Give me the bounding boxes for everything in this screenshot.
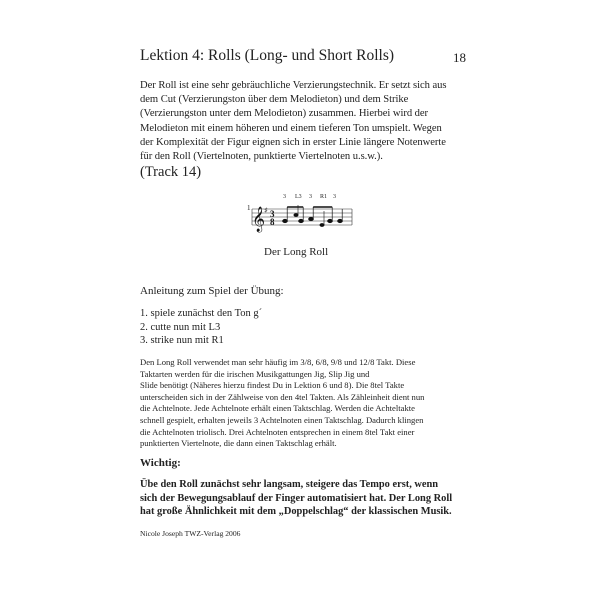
important-line: Übe den Roll zunächst sehr langsam, steigere das Tempo erst, wenn <box>140 479 439 490</box>
body-line: punktierten Viertelnote, die dann einen Taktschlag erhält. <box>140 438 337 449</box>
intro-line: (Verzierungston unter dem Melodieton) zusammen. Hierbei wird der <box>140 108 429 120</box>
important-line: hat große Ähnlichkeit mit dem „Doppelschlag“ der klassischen Musik. <box>140 506 452 518</box>
instruction-steps <box>140 307 262 348</box>
roll-notes <box>283 205 343 226</box>
important-line: sich der Bewegungsablauf der Finger automatisiert hat. Der Long Roll <box>140 492 453 504</box>
body-line: Den Long Roll verwendet man sehr häufig im 3/8, 6/8, 9/8 und 12/8 Takt. Diese <box>140 357 416 367</box>
annotation-r1: R1 <box>320 194 328 200</box>
intro-line: der Komplexität der Figur eignen sich in erster Linie längere Notenwerte <box>140 136 446 148</box>
music-score <box>244 191 364 237</box>
body-line: Slide benötigt (Näheres hierzu findest Du in Lektion 6 und 8). Die 8tel Takte <box>140 380 405 391</box>
treble-clef-icon: 𝄞 <box>252 207 266 232</box>
track-label: (Track 14) <box>140 164 202 180</box>
time-signature-bottom: 8 <box>270 217 275 227</box>
score-caption: Der Long Roll <box>264 246 329 258</box>
note <box>338 219 343 222</box>
body-line: schnell gespielt, erhalten jeweils 3 Achtelnoten einen Taktschlag. Dadurch klingen <box>140 414 424 425</box>
time-signature-top: 3 <box>270 209 275 219</box>
note <box>283 219 288 222</box>
note <box>294 214 298 217</box>
intro-line: dem Cut (Verzierungston über dem Melodieton) und dem Strike <box>140 94 409 106</box>
annotation-3-b: 3 <box>309 194 312 200</box>
intro-line: Melodieton mit einem höheren und einem tieferen Ton umspielt. Wegen <box>140 122 442 134</box>
note <box>309 217 314 220</box>
annotation-l3: L3 <box>295 194 302 200</box>
note <box>328 219 333 222</box>
note <box>320 224 324 227</box>
annotation-3-a: 3 <box>283 194 286 200</box>
list-item: 2. cutte nun mit L3 <box>140 321 221 333</box>
footer-credit: Nicole Joseph TWZ-Verlag 2006 <box>140 529 241 538</box>
sharp-icon: ♯ <box>264 206 268 215</box>
list-item: 1. spiele zunächst den Ton g´ <box>140 308 263 319</box>
body-paragraph <box>140 357 485 450</box>
body-line: die Achtelnote. Jede Achtelnote erhält einen Taktschlag. Werden die Achteltakte <box>140 403 415 414</box>
intro-line: für den Roll (Viertelnoten, punktierte Viertelnoten u.s.w.). <box>140 151 383 163</box>
list-item: 3. strike nun mit R1 <box>140 335 224 346</box>
measure-number: 1 <box>247 204 251 212</box>
page-number: 18 <box>453 50 466 65</box>
intro-line: Der Roll ist eine sehr gebräuchliche Verzierungstechnik. Er setzt sich aus <box>140 80 447 91</box>
body-line: unterscheiden sich in der Zählweise von den 4tel Takten. Als Zähleinheit dient nun <box>140 391 425 402</box>
intro-paragraph <box>140 79 485 164</box>
important-heading: Wichtig: <box>140 457 181 469</box>
body-line: Taktarten werden für die irischen Musikgattungen Jig, Slip Jig und <box>140 368 370 379</box>
body-line: die Achtelnoten triolisch. Drei Achtelnoten entsprechen in einem 8tel Takt einer <box>140 426 415 437</box>
note <box>299 219 304 222</box>
instructions-heading: Anleitung zum Spiel der Übung: <box>140 285 284 297</box>
annotation-3-c: 3 <box>333 194 336 200</box>
important-paragraph <box>140 478 485 519</box>
page-title: Lektion 4: Rolls (Long- und Short Rolls) <box>140 47 395 64</box>
